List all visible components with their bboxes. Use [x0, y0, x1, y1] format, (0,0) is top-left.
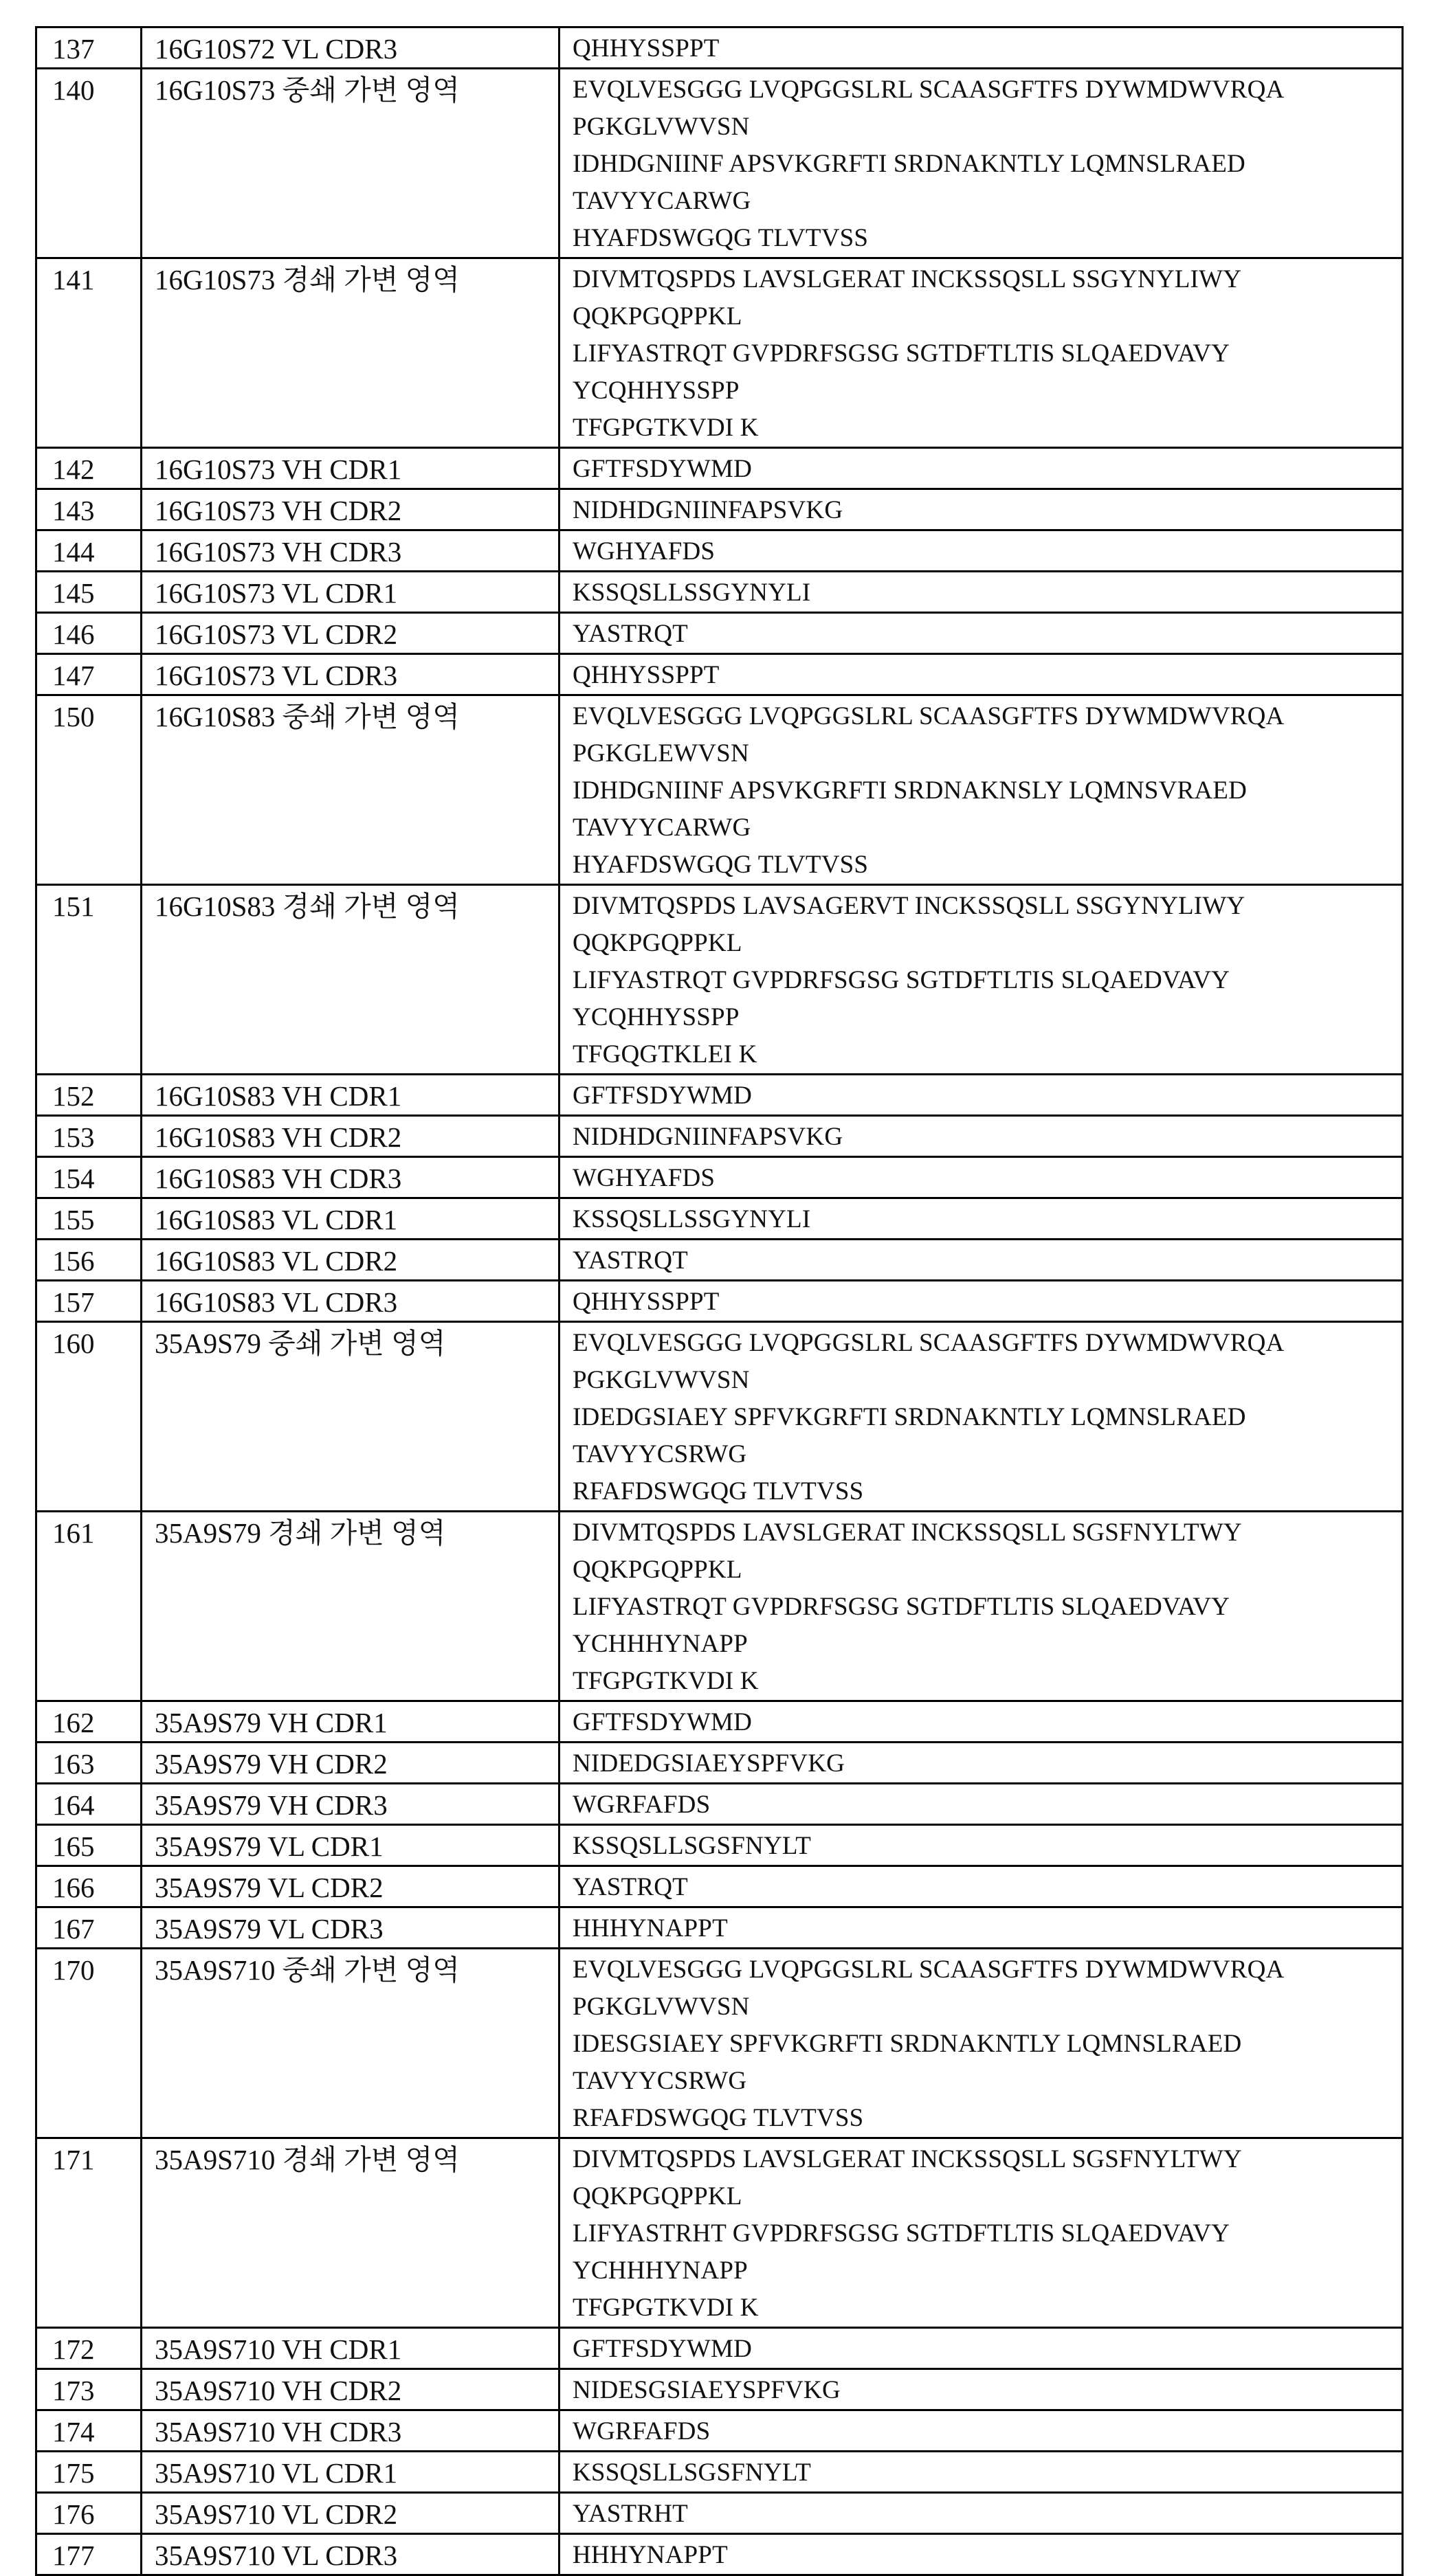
sequence-cell: [560, 1075, 1403, 1116]
sequence-line: DIVMTQSPDS LAVSAGERVT INCKSSQSLL SSGYNYLIWY QQKPGQPPKL: [573, 888, 1389, 962]
sequence-description: 35A9S710 VL CDR3: [142, 2534, 560, 2575]
seq-id-no: 166: [36, 1866, 142, 1907]
sequence-description: 16G10S73 중쇄 가변 영역: [142, 69, 560, 258]
sequence-cell: [560, 1743, 1403, 1784]
table-row: [36, 1866, 1403, 1907]
seq-id-no: 137: [36, 27, 142, 69]
sequence-line: KSSQSLLSSGYNYLI: [573, 574, 1389, 612]
sequence-line: QHHYSSPPT: [573, 30, 1389, 67]
sequence-line: LIFYASTRQT GVPDRFSGSG SGTDFTLTIS SLQAEDVAVY YCQHHYSSPP: [573, 335, 1389, 410]
seq-id-no: 175: [36, 2452, 142, 2493]
sequence-cell: [560, 613, 1403, 654]
seq-id-no: 163: [36, 1743, 142, 1784]
table-row: [36, 69, 1403, 258]
sequence-line: DIVMTQSPDS LAVSLGERAT INCKSSQSLL SSGYNYLIWY QQKPGQPPKL: [573, 261, 1389, 335]
table-row: [36, 1157, 1403, 1198]
seq-id-no: 164: [36, 1784, 142, 1825]
sequence-line: DIVMTQSPDS LAVSLGERAT INCKSSQSLL SGSFNYLTWY QQKPGQPPKL: [573, 2141, 1389, 2215]
sequence-line: RFAFDSWGQG TLVTVSS: [573, 2100, 1389, 2137]
table-row: [36, 448, 1403, 489]
seq-id-no: 173: [36, 2369, 142, 2410]
sequence-cell: [560, 654, 1403, 695]
sequence-cell: [560, 2410, 1403, 2452]
sequence-line: YASTRQT: [573, 1869, 1389, 1906]
sequence-line: EVQLVESGGG LVQPGGSLRL SCAASGFTFS DYWMDWVRQA PGKGLEWVSN: [573, 698, 1389, 772]
sequence-description: 35A9S710 VH CDR3: [142, 2410, 560, 2452]
sequence-line: DIVMTQSPDS LAVSLGERAT INCKSSQSLL SGSFNYLTWY QQKPGQPPKL: [573, 1514, 1389, 1589]
sequence-line: GFTFSDYWMD: [573, 1077, 1389, 1115]
seq-id-no: 161: [36, 1512, 142, 1701]
sequence-description: 16G10S73 VH CDR1: [142, 448, 560, 489]
seq-id-no: 165: [36, 1825, 142, 1866]
table-row: [36, 1075, 1403, 1116]
sequence-description: 16G10S73 VL CDR3: [142, 654, 560, 695]
table-row: [36, 1784, 1403, 1825]
table-row: [36, 1949, 1403, 2138]
sequence-description: 16G10S83 중쇄 가변 영역: [142, 695, 560, 885]
sequence-line: WGRFAFDS: [573, 1787, 1389, 1824]
sequence-description: 16G10S83 VH CDR1: [142, 1075, 560, 1116]
table-row: [36, 572, 1403, 613]
sequence-line: GFTFSDYWMD: [573, 2331, 1389, 2368]
table-row: [36, 1198, 1403, 1240]
sequence-cell: [560, 1825, 1403, 1866]
sequence-description: 16G10S73 VL CDR1: [142, 572, 560, 613]
sequence-line: HHHYNAPPT: [573, 2537, 1389, 2574]
seq-id-no: 150: [36, 695, 142, 885]
sequence-line: TFGQGTKLEI K: [573, 1036, 1389, 1073]
sequence-line: YASTRQT: [573, 1242, 1389, 1279]
seq-id-no: 162: [36, 1701, 142, 1743]
sequence-description: 16G10S83 VL CDR1: [142, 1198, 560, 1240]
sequence-line: KSSQSLLSSGYNYLI: [573, 1201, 1389, 1238]
sequence-cell: [560, 1866, 1403, 1907]
sequence-description: 16G10S83 VL CDR2: [142, 1240, 560, 1281]
table-row: [36, 2369, 1403, 2410]
seq-id-no: 160: [36, 1322, 142, 1512]
sequence-description: 35A9S79 경쇄 가변 영역: [142, 1512, 560, 1701]
sequence-description: 35A9S79 VH CDR1: [142, 1701, 560, 1743]
seq-id-no: 142: [36, 448, 142, 489]
sequence-cell: [560, 1907, 1403, 1949]
sequence-cell: [560, 1116, 1403, 1157]
sequence-line: WGRFAFDS: [573, 2413, 1389, 2450]
sequence-cell: [560, 258, 1403, 448]
sequence-line: TFGPGTKVDI K: [573, 410, 1389, 447]
sequence-line: KSSQSLLSGSFNYLT: [573, 2454, 1389, 2491]
seq-id-no: 176: [36, 2493, 142, 2534]
sequence-line: IDHDGNIINF APSVKGRFTI SRDNAKNSLY LQMNSVRAED TAVYYCARWG: [573, 772, 1389, 847]
sequence-cell: [560, 1281, 1403, 1322]
sequence-line: HYAFDSWGQG TLVTVSS: [573, 220, 1389, 257]
seq-id-no: 172: [36, 2328, 142, 2369]
table-row: [36, 2534, 1403, 2575]
table-row: [36, 695, 1403, 885]
sequence-description: 35A9S710 VH CDR2: [142, 2369, 560, 2410]
sequence-line: WGHYAFDS: [573, 1160, 1389, 1197]
seq-id-no: 157: [36, 1281, 142, 1322]
sequence-line: YASTRQT: [573, 616, 1389, 653]
table-row: [36, 2138, 1403, 2328]
sequence-cell: [560, 489, 1403, 530]
sequence-line: NIDHDGNIINFAPSVKG: [573, 1119, 1389, 1156]
sequence-description: 35A9S79 VH CDR2: [142, 1743, 560, 1784]
table-row: [36, 1281, 1403, 1322]
seq-id-no: 171: [36, 2138, 142, 2328]
sequence-cell: [560, 27, 1403, 69]
sequence-cell: [560, 1701, 1403, 1743]
seq-id-no: 156: [36, 1240, 142, 1281]
sequence-description: 16G10S83 VL CDR3: [142, 1281, 560, 1322]
table-row: [36, 2452, 1403, 2493]
sequence-line: LIFYASTRQT GVPDRFSGSG SGTDFTLTIS SLQAEDVAVY YCHHHYNAPP: [573, 1589, 1389, 1663]
seq-id-no: 146: [36, 613, 142, 654]
sequence-description: 16G10S73 경쇄 가변 영역: [142, 258, 560, 448]
seq-id-no: 143: [36, 489, 142, 530]
sequence-line: LIFYASTRHT GVPDRFSGSG SGTDFTLTIS SLQAEDVAVY YCHHHYNAPP: [573, 2215, 1389, 2289]
sequence-description: 35A9S79 VH CDR3: [142, 1784, 560, 1825]
sequence-cell: [560, 2328, 1403, 2369]
table-row: [36, 1825, 1403, 1866]
table-row: [36, 530, 1403, 572]
table-row: [36, 654, 1403, 695]
seq-id-no: 170: [36, 1949, 142, 2138]
sequence-description: 35A9S710 중쇄 가변 영역: [142, 1949, 560, 2138]
table-row: [36, 27, 1403, 69]
seq-id-no: 174: [36, 2410, 142, 2452]
sequence-cell: [560, 572, 1403, 613]
table-row: [36, 1907, 1403, 1949]
table-row: [36, 1701, 1403, 1743]
sequence-description: 35A9S79 VL CDR2: [142, 1866, 560, 1907]
sequence-cell: [560, 448, 1403, 489]
sequence-cell: [560, 1198, 1403, 1240]
sequence-line: HYAFDSWGQG TLVTVSS: [573, 847, 1389, 884]
sequence-line: RFAFDSWGQG TLVTVSS: [573, 1473, 1389, 1510]
sequence-table-body: [36, 27, 1403, 2575]
sequence-cell: [560, 69, 1403, 258]
sequence-line: QHHYSSPPT: [573, 657, 1389, 694]
table-row: [36, 1116, 1403, 1157]
sequence-line: YASTRHT: [573, 2496, 1389, 2533]
sequence-description: 16G10S72 VL CDR3: [142, 27, 560, 69]
sequence-description: 35A9S710 VH CDR1: [142, 2328, 560, 2369]
sequence-cell: [560, 1949, 1403, 2138]
seq-id-no: 144: [36, 530, 142, 572]
sequence-line: GFTFSDYWMD: [573, 1704, 1389, 1741]
sequence-cell: [560, 885, 1403, 1075]
table-row: [36, 2328, 1403, 2369]
sequence-line: EVQLVESGGG LVQPGGSLRL SCAASGFTFS DYWMDWVRQA PGKGLVWVSN: [573, 1951, 1389, 2026]
sequence-description: 35A9S79 VL CDR1: [142, 1825, 560, 1866]
sequence-cell: [560, 1240, 1403, 1281]
sequence-line: WGHYAFDS: [573, 533, 1389, 570]
table-row: [36, 1512, 1403, 1701]
sequence-cell: [560, 1784, 1403, 1825]
table-row: [36, 1743, 1403, 1784]
sequence-line: HHHYNAPPT: [573, 1910, 1389, 1947]
sequence-description: 16G10S83 VH CDR2: [142, 1116, 560, 1157]
sequence-description: 16G10S83 VH CDR3: [142, 1157, 560, 1198]
sequence-cell: [560, 2369, 1403, 2410]
sequence-line: KSSQSLLSGSFNYLT: [573, 1828, 1389, 1865]
sequence-description: 16G10S73 VH CDR2: [142, 489, 560, 530]
table-row: [36, 1322, 1403, 1512]
sequence-description: 35A9S710 VL CDR1: [142, 2452, 560, 2493]
sequence-cell: [560, 695, 1403, 885]
table-row: [36, 2493, 1403, 2534]
sequence-line: NIDEDGSIAEYSPFVKG: [573, 1745, 1389, 1782]
sequence-line: LIFYASTRQT GVPDRFSGSG SGTDFTLTIS SLQAEDVAVY YCQHHYSSPP: [573, 962, 1389, 1036]
sequence-line: IDEDGSIAEY SPFVKGRFTI SRDNAKNTLY LQMNSLRAED TAVYYCSRWG: [573, 1399, 1389, 1473]
sequence-cell: [560, 2138, 1403, 2328]
seq-id-no: 145: [36, 572, 142, 613]
sequence-cell: [560, 1512, 1403, 1701]
seq-id-no: 153: [36, 1116, 142, 1157]
sequence-description: 35A9S79 VL CDR3: [142, 1907, 560, 1949]
sequence-line: QHHYSSPPT: [573, 1284, 1389, 1321]
seq-id-no: 177: [36, 2534, 142, 2575]
sequence-line: GFTFSDYWMD: [573, 451, 1389, 488]
sequence-cell: [560, 2534, 1403, 2575]
sequence-description: 35A9S710 경쇄 가변 영역: [142, 2138, 560, 2328]
seq-id-no: 147: [36, 654, 142, 695]
seq-id-no: 141: [36, 258, 142, 448]
table-row: [36, 2410, 1403, 2452]
table-row: [36, 613, 1403, 654]
sequence-line: IDESGSIAEY SPFVKGRFTI SRDNAKNTLY LQMNSLRAED TAVYYCSRWG: [573, 2026, 1389, 2100]
table-row: [36, 1240, 1403, 1281]
sequence-cell: [560, 2452, 1403, 2493]
seq-id-no: 140: [36, 69, 142, 258]
seq-id-no: 154: [36, 1157, 142, 1198]
table-row: [36, 489, 1403, 530]
table-row: [36, 258, 1403, 448]
sequence-line: NIDHDGNIINFAPSVKG: [573, 492, 1389, 529]
sequence-line: EVQLVESGGG LVQPGGSLRL SCAASGFTFS DYWMDWVRQA PGKGLVWVSN: [573, 71, 1389, 146]
sequence-cell: [560, 530, 1403, 572]
seq-id-no: 151: [36, 885, 142, 1075]
sequence-description: 16G10S73 VH CDR3: [142, 530, 560, 572]
seq-id-no: 155: [36, 1198, 142, 1240]
sequence-description: 35A9S710 VL CDR2: [142, 2493, 560, 2534]
sequence-description: 35A9S79 중쇄 가변 영역: [142, 1322, 560, 1512]
sequence-cell: [560, 1322, 1403, 1512]
sequence-line: NIDESGSIAEYSPFVKG: [573, 2372, 1389, 2409]
sequence-description: 16G10S83 경쇄 가변 영역: [142, 885, 560, 1075]
sequence-description: 16G10S73 VL CDR2: [142, 613, 560, 654]
sequence-line: EVQLVESGGG LVQPGGSLRL SCAASGFTFS DYWMDWVRQA PGKGLVWVSN: [573, 1325, 1389, 1399]
sequence-table: [35, 26, 1404, 2576]
sequence-line: TFGPGTKVDI K: [573, 2289, 1389, 2327]
table-row: [36, 885, 1403, 1075]
seq-id-no: 167: [36, 1907, 142, 1949]
seq-id-no: 152: [36, 1075, 142, 1116]
sequence-cell: [560, 2493, 1403, 2534]
sequence-line: TFGPGTKVDI K: [573, 1663, 1389, 1700]
sequence-cell: [560, 1157, 1403, 1198]
sequence-line: IDHDGNIINF APSVKGRFTI SRDNAKNTLY LQMNSLRAED TAVYYCARWG: [573, 146, 1389, 220]
